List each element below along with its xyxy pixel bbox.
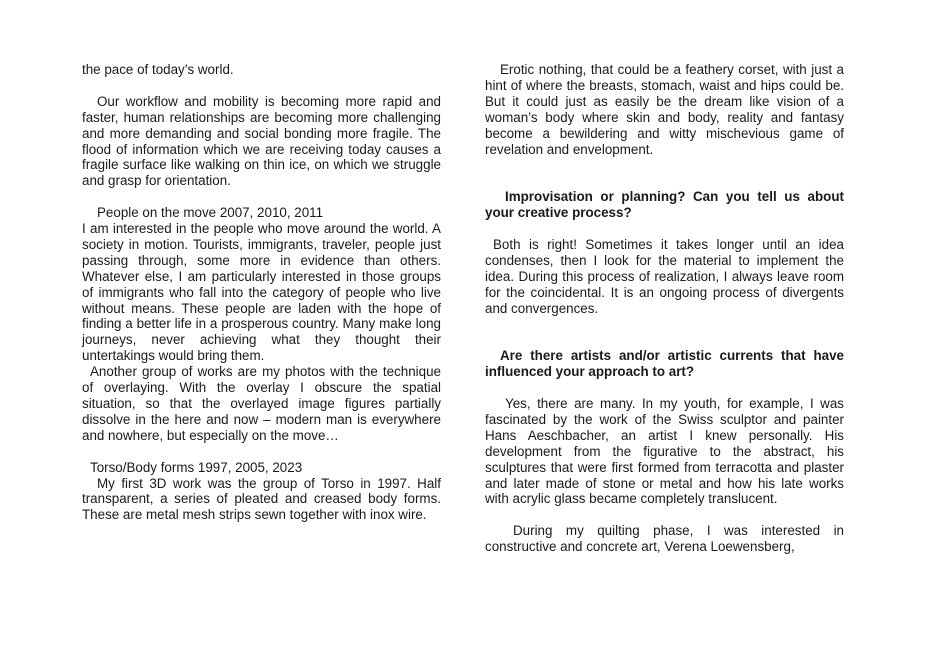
answer-influences: Yes, there are many. In my youth, for example, I was fascinated by the work of the Swiss sculptor and painter Hans Aeschbacher, an artist I knew personally. His development from the figurative to the abstract, his sculptures that were first formed from terracotta and plaster and later made of stone or metal and how his late works with acrylic glass became completely translucent.	[485, 395, 844, 507]
paragraph-workflow: Our workflow and mobility is becoming more rapid and faster, human relationships are becoming more challenging and more demanding and social bonding more fragile. The flood of information which we are receiving today causes a fragile surface like walking on thin ice, on which we struggle and grasp for orientation.	[82, 93, 441, 189]
paragraph-torso: My first 3D work was the group of Torso in 1997. Half transparent, a series of pleated and creased body forms. These are metal mesh strips sewn together with inox wire.	[82, 475, 441, 523]
paragraph-erotic-nothing: Erotic nothing, that could be a feathery corset, with just a hint of where the breasts, stomach, waist and hips could be. But it could just as easily be the dream like vision of a woman’s body where skin and body, reality and fantasy become a bewildering and witty mischevious game of revelation and envelopment.	[485, 62, 844, 157]
question-heading-creative-process: Improvisation or planning? Can you tell us about your creative process?	[485, 189, 844, 221]
section-title-people-on-the-move: People on the move 2007, 2010, 2011	[97, 205, 324, 221]
paragraph-people: I am interested in the people who move around the world. A society in motion. Tourists, immigrants, traveler, people just passing through, some more in evidence than others. Whatever else, I am particularly interested in those groups of immigrants who fall into the category of people who live without means. These people are laden with the hope of finding a better life in a prosperous country. Many make long journeys, never achieving what they thought their untertakings would bring them.	[82, 221, 441, 364]
section-title-torso: Torso/Body forms 1997, 2005, 2023	[90, 459, 303, 475]
paragraph-continuation: the pace of today’s world.	[82, 62, 234, 77]
answer-creative-process: Both is right! Sometimes it takes longer until an idea condenses, then I look for the material to implement the idea. During this process of realization, I always leave room for the coincidental. It is an ongoing process of divergents and convergences.	[485, 236, 844, 316]
right-column	[485, 62, 844, 555]
answer-quilting-phase: During my quilting phase, I was interested in constructive and concrete art, Verena Loewensberg,	[485, 523, 844, 555]
paragraph-overlaying: Another group of works are my photos with the technique of overlaying. With the overlay I obscure the spatial situation, so that the overlayed image figures partially dissolve in the here and now – modern man is everywhere and nowhere, but especially on the move…	[82, 364, 441, 443]
question-heading-influences: Are there artists and/or artistic currents that have influenced your approach to art?	[485, 348, 844, 380]
left-column	[82, 62, 441, 523]
